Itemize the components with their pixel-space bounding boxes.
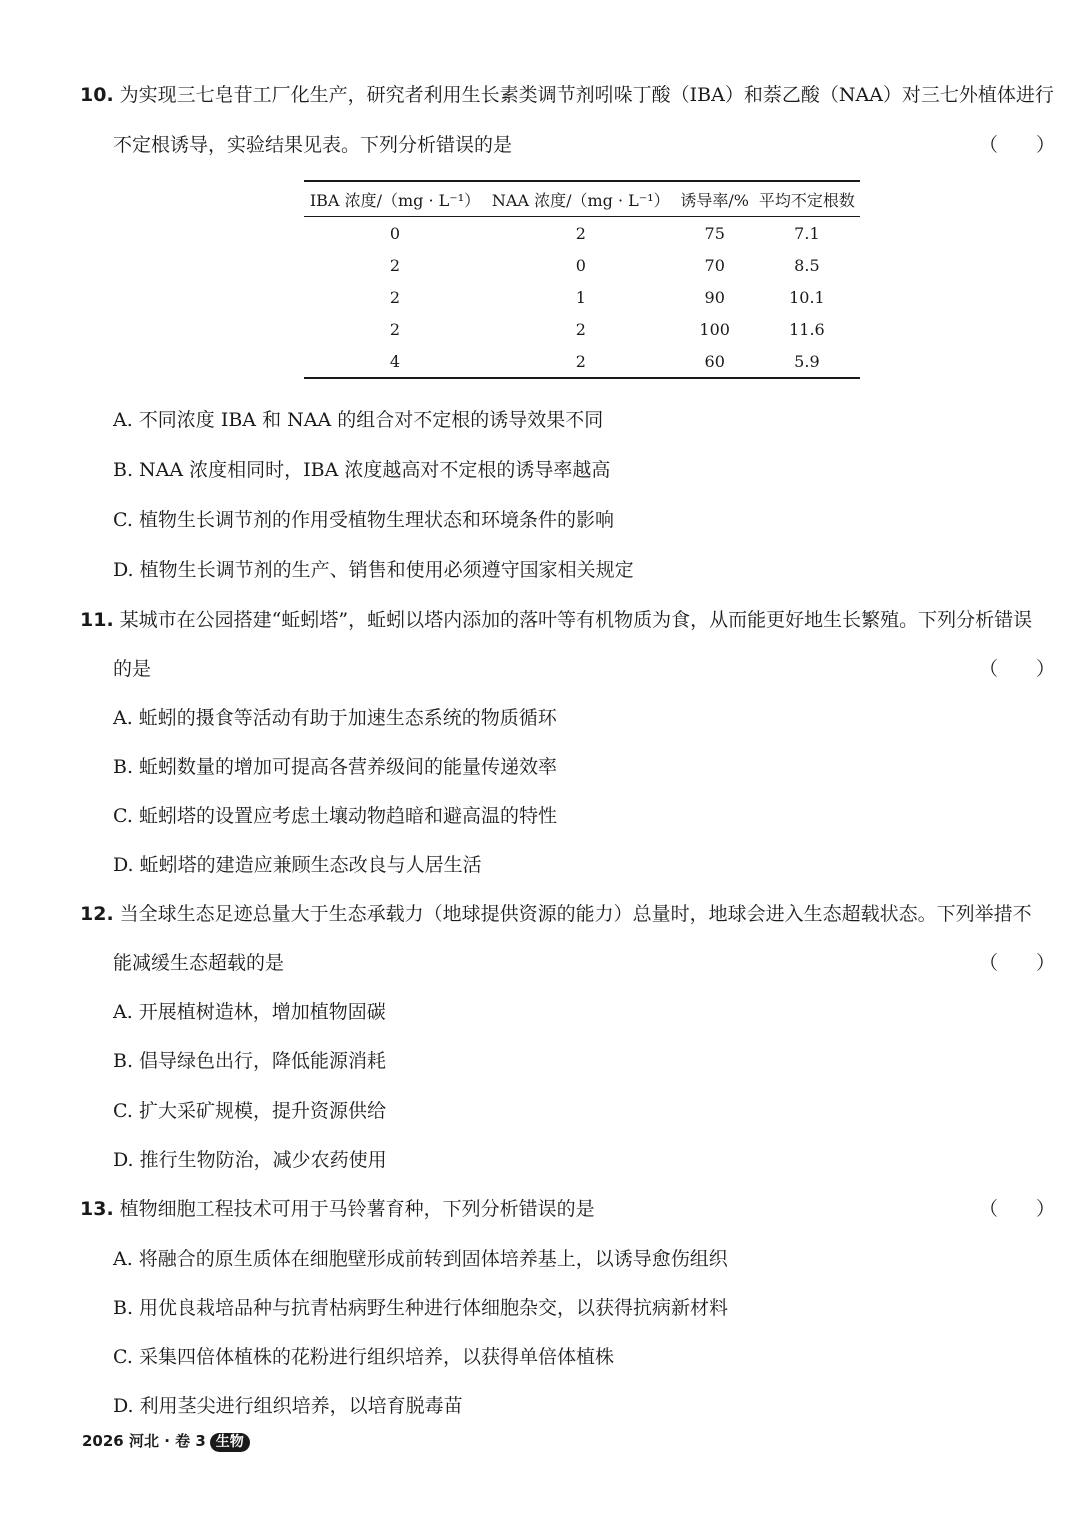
table-cell: 75 (704, 223, 725, 243)
table-cell: 0 (575, 255, 586, 275)
option-d: D. 蚯蚓塔的建造应兼顾生态改良与人居生活 (113, 854, 482, 876)
question-number: 12. (80, 903, 114, 925)
answer-paren: （ ） (978, 134, 1055, 156)
table-cell: 2 (575, 319, 586, 339)
table-cell: 4 (389, 351, 401, 371)
option-d: D. 推行生物防治，减少农药使用 (113, 1149, 387, 1171)
table-cell: 100 (699, 319, 730, 339)
table-cell: 1 (575, 287, 586, 307)
table-header-row (304, 181, 860, 217)
answer-paren: （ ） (978, 658, 1055, 680)
option-c: C. 采集四倍体植株的花粉进行组织培养，以获得单倍体植株 (113, 1346, 614, 1368)
table-cell: 2 (389, 255, 401, 275)
table-header-cell: 平均不定根数 (754, 181, 860, 217)
table-cell: 0 (389, 223, 401, 243)
table-cell: 10.1 (789, 287, 825, 307)
question-10-line1: 10. 为实现三七皂苷工厂化生产，研究者利用生长素类调节剂吲哚丁酸（IBA）和萘乙酸（NAA）对三七外植体进行 (80, 84, 1054, 106)
table-cell: 2 (575, 223, 586, 243)
table-cell: 70 (704, 255, 725, 275)
table-header-cell: IBA 浓度/（mg · L⁻¹） (304, 181, 486, 217)
table-cell: 2 (389, 319, 401, 339)
question-11-line1: 11. 某城市在公园搭建“蚯蚓塔”，蚯蚓以塔内添加的落叶等有机物质为食，从而能更好地生长繁殖。下列分析错误 (80, 609, 1033, 631)
footer-text: 2026 河北 · 卷 3 (82, 1432, 206, 1450)
table-cell: 90 (704, 287, 725, 307)
table-row (304, 281, 860, 313)
subject-badge: 生物 (210, 1433, 250, 1452)
option-b: B. NAA 浓度相同时，IBA 浓度越高对不定根的诱导率越高 (113, 459, 611, 481)
table-cell: 7.1 (794, 223, 820, 243)
question-10-line2: 不定根诱导，实验结果见表。下列分析错误的是 （ ） (113, 130, 1055, 157)
table-row (304, 249, 860, 281)
option-c: C. 植物生长调节剂的作用受植物生理状态和环境条件的影响 (113, 509, 614, 531)
option-c: C. 扩大采矿规模，提升资源供给 (113, 1100, 386, 1122)
question-12-line1: 12. 当全球生态足迹总量大于生态承载力（地球提供资源的能力）总量时，地球会进入生态超载状态。下列举措不 (80, 903, 1032, 925)
option-b: B. 用优良栽培品种与抗青枯病野生种进行体细胞杂交，以获得抗病新材料 (113, 1297, 729, 1319)
experiment-table (304, 180, 860, 379)
question-12-line2: 能减缓生态超载的是 （ ） (113, 948, 1055, 975)
answer-paren: （ ） (978, 1198, 1055, 1220)
question-11-line2: 的是 （ ） (113, 654, 1055, 681)
question-number: 13. (80, 1198, 114, 1220)
option-a: A. 不同浓度 IBA 和 NAA 的组合对不定根的诱导效果不同 (113, 409, 604, 431)
table-cell: 2 (575, 351, 586, 371)
question-13-line1: 13. 植物细胞工程技术可用于马铃薯育种，下列分析错误的是 （ ） (80, 1194, 1055, 1221)
table-cell: 60 (704, 351, 725, 371)
table-row (304, 217, 860, 250)
option-d: D. 利用茎尖进行组织培养，以培育脱毒苗 (113, 1395, 463, 1417)
question-number: 11. (80, 609, 114, 631)
table-cell: 5.9 (794, 351, 820, 371)
table-header-cell: NAA 浓度/（mg · L⁻¹） (486, 181, 676, 217)
question-number: 10. (80, 84, 114, 106)
page-footer (82, 1430, 250, 1452)
option-b: B. 倡导绿色出行，降低能源消耗 (113, 1050, 387, 1072)
option-d: D. 植物生长调节剂的生产、销售和使用必须遵守国家相关规定 (113, 559, 634, 581)
option-b: B. 蚯蚓数量的增加可提高各营养级间的能量传递效率 (113, 756, 558, 778)
option-c: C. 蚯蚓塔的设置应考虑土壤动物趋暗和避高温的特性 (113, 805, 557, 827)
table-row (304, 345, 860, 378)
answer-paren: （ ） (978, 952, 1055, 974)
table-cell: 11.6 (789, 319, 825, 339)
option-a: A. 蚯蚓的摄食等活动有助于加速生态系统的物质循环 (113, 707, 557, 729)
option-a: A. 将融合的原生质体在细胞壁形成前转到固体培养基上，以诱导愈伤组织 (113, 1248, 728, 1270)
table-cell: 2 (389, 287, 401, 307)
table-header-cell: 诱导率/% (676, 181, 754, 217)
table-cell: 8.5 (794, 255, 820, 275)
option-a: A. 开展植树造林，增加植物固碳 (113, 1001, 386, 1023)
table-row (304, 313, 860, 345)
